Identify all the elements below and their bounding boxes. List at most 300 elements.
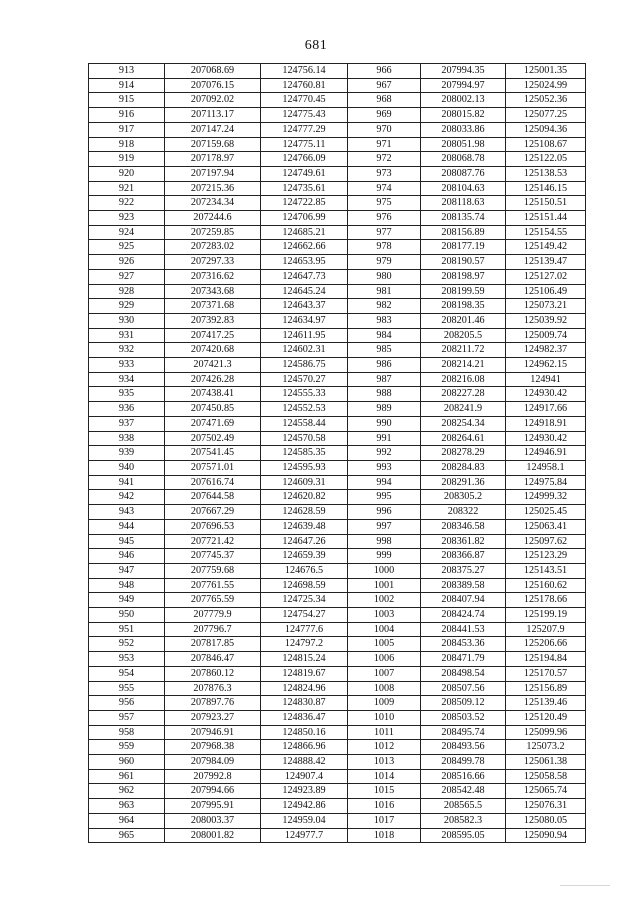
point-number-right-cell: 1004 bbox=[348, 622, 421, 637]
x-coordinate-left-cell: 207897.76 bbox=[165, 696, 261, 711]
table-row bbox=[89, 225, 586, 240]
x-coordinate-right-cell: 208033.86 bbox=[421, 122, 506, 137]
point-number-left-cell: 919 bbox=[89, 152, 165, 167]
y-coordinate-left-cell: 124628.59 bbox=[261, 505, 348, 520]
table-row bbox=[89, 358, 586, 373]
y-coordinate-left-cell: 124824.96 bbox=[261, 681, 348, 696]
y-coordinate-right-cell: 124982.37 bbox=[506, 343, 586, 358]
y-coordinate-right-cell: 125076.31 bbox=[506, 799, 586, 814]
x-coordinate-right-cell: 208068.78 bbox=[421, 152, 506, 167]
table-row bbox=[89, 652, 586, 667]
table-row bbox=[89, 181, 586, 196]
point-number-left-cell: 960 bbox=[89, 755, 165, 770]
x-coordinate-right-cell: 208002.13 bbox=[421, 93, 506, 108]
point-number-left-cell: 927 bbox=[89, 269, 165, 284]
point-number-right-cell: 1010 bbox=[348, 710, 421, 725]
y-coordinate-right-cell: 125199.19 bbox=[506, 608, 586, 623]
x-coordinate-right-cell: 208582.3 bbox=[421, 813, 506, 828]
table-row bbox=[89, 534, 586, 549]
x-coordinate-left-cell: 207759.68 bbox=[165, 563, 261, 578]
table-row bbox=[89, 313, 586, 328]
y-coordinate-left-cell: 124749.61 bbox=[261, 166, 348, 181]
x-coordinate-right-cell: 208214.21 bbox=[421, 358, 506, 373]
x-coordinate-left-cell: 207371.68 bbox=[165, 299, 261, 314]
y-coordinate-right-cell: 125178.66 bbox=[506, 593, 586, 608]
y-coordinate-right-cell: 125139.47 bbox=[506, 255, 586, 270]
x-coordinate-left-cell: 207992.8 bbox=[165, 769, 261, 784]
y-coordinate-left-cell: 124907.4 bbox=[261, 769, 348, 784]
point-number-right-cell: 988 bbox=[348, 387, 421, 402]
y-coordinate-left-cell: 124722.85 bbox=[261, 196, 348, 211]
y-coordinate-left-cell: 124645.24 bbox=[261, 284, 348, 299]
point-number-left-cell: 951 bbox=[89, 622, 165, 637]
point-number-left-cell: 945 bbox=[89, 534, 165, 549]
x-coordinate-left-cell: 207197.94 bbox=[165, 166, 261, 181]
x-coordinate-right-cell: 208227.28 bbox=[421, 387, 506, 402]
point-number-left-cell: 953 bbox=[89, 652, 165, 667]
y-coordinate-right-cell: 125149.42 bbox=[506, 240, 586, 255]
y-coordinate-right-cell: 125206.66 bbox=[506, 637, 586, 652]
page-number: 681 bbox=[304, 38, 328, 53]
x-coordinate-right-cell: 208366.87 bbox=[421, 549, 506, 564]
y-coordinate-right-cell: 125123.29 bbox=[506, 549, 586, 564]
point-number-left-cell: 928 bbox=[89, 284, 165, 299]
x-coordinate-left-cell: 207159.68 bbox=[165, 137, 261, 152]
table-row bbox=[89, 431, 586, 446]
point-number-left-cell: 926 bbox=[89, 255, 165, 270]
x-coordinate-right-cell: 208503.52 bbox=[421, 710, 506, 725]
y-coordinate-left-cell: 124647.73 bbox=[261, 269, 348, 284]
point-number-right-cell: 1012 bbox=[348, 740, 421, 755]
x-coordinate-right-cell: 208322 bbox=[421, 505, 506, 520]
table-row bbox=[89, 460, 586, 475]
x-coordinate-right-cell: 208177.19 bbox=[421, 240, 506, 255]
x-coordinate-right-cell: 208441.53 bbox=[421, 622, 506, 637]
x-coordinate-left-cell: 207113.17 bbox=[165, 108, 261, 123]
table-row bbox=[89, 328, 586, 343]
table-row bbox=[89, 622, 586, 637]
point-number-right-cell: 979 bbox=[348, 255, 421, 270]
point-number-left-cell: 913 bbox=[89, 64, 165, 79]
y-coordinate-left-cell: 124555.33 bbox=[261, 387, 348, 402]
y-coordinate-left-cell: 124760.81 bbox=[261, 78, 348, 93]
table-row bbox=[89, 813, 586, 828]
point-number-left-cell: 916 bbox=[89, 108, 165, 123]
table-row bbox=[89, 166, 586, 181]
point-number-right-cell: 978 bbox=[348, 240, 421, 255]
x-coordinate-left-cell: 207846.47 bbox=[165, 652, 261, 667]
x-coordinate-right-cell: 208495.74 bbox=[421, 725, 506, 740]
y-coordinate-left-cell: 124777.29 bbox=[261, 122, 348, 137]
y-coordinate-right-cell: 125170.57 bbox=[506, 666, 586, 681]
point-number-right-cell: 1008 bbox=[348, 681, 421, 696]
x-coordinate-left-cell: 207984.09 bbox=[165, 755, 261, 770]
y-coordinate-right-cell: 125090.94 bbox=[506, 828, 586, 843]
x-coordinate-left-cell: 207234.34 bbox=[165, 196, 261, 211]
y-coordinate-left-cell: 124685.21 bbox=[261, 225, 348, 240]
y-coordinate-right-cell: 125052.36 bbox=[506, 93, 586, 108]
point-number-right-cell: 1006 bbox=[348, 652, 421, 667]
y-coordinate-right-cell: 125108.67 bbox=[506, 137, 586, 152]
point-number-left-cell: 942 bbox=[89, 490, 165, 505]
y-coordinate-right-cell: 124930.42 bbox=[506, 387, 586, 402]
x-coordinate-left-cell: 207092.02 bbox=[165, 93, 261, 108]
point-number-right-cell: 1016 bbox=[348, 799, 421, 814]
point-number-right-cell: 967 bbox=[348, 78, 421, 93]
x-coordinate-left-cell: 207471.69 bbox=[165, 416, 261, 431]
table-row bbox=[89, 666, 586, 681]
y-coordinate-right-cell: 125009.74 bbox=[506, 328, 586, 343]
table-row bbox=[89, 637, 586, 652]
y-coordinate-right-cell: 124975.84 bbox=[506, 475, 586, 490]
table-row bbox=[89, 563, 586, 578]
x-coordinate-right-cell: 208278.29 bbox=[421, 446, 506, 461]
x-coordinate-right-cell: 208516.66 bbox=[421, 769, 506, 784]
point-number-right-cell: 994 bbox=[348, 475, 421, 490]
x-coordinate-left-cell: 207316.62 bbox=[165, 269, 261, 284]
x-coordinate-left-cell: 207502.49 bbox=[165, 431, 261, 446]
x-coordinate-left-cell: 207571.01 bbox=[165, 460, 261, 475]
y-coordinate-right-cell: 125058.58 bbox=[506, 769, 586, 784]
x-coordinate-left-cell: 207215.36 bbox=[165, 181, 261, 196]
y-coordinate-left-cell: 124830.87 bbox=[261, 696, 348, 711]
x-coordinate-right-cell: 208507.56 bbox=[421, 681, 506, 696]
x-coordinate-left-cell: 207994.66 bbox=[165, 784, 261, 799]
x-coordinate-left-cell: 208001.82 bbox=[165, 828, 261, 843]
x-coordinate-right-cell: 208424.74 bbox=[421, 608, 506, 623]
point-number-left-cell: 930 bbox=[89, 313, 165, 328]
point-number-right-cell: 980 bbox=[348, 269, 421, 284]
table-row bbox=[89, 343, 586, 358]
x-coordinate-right-cell: 208361.82 bbox=[421, 534, 506, 549]
x-coordinate-left-cell: 207817.85 bbox=[165, 637, 261, 652]
table-row bbox=[89, 696, 586, 711]
point-number-right-cell: 968 bbox=[348, 93, 421, 108]
y-coordinate-right-cell: 125077.25 bbox=[506, 108, 586, 123]
table-row bbox=[89, 490, 586, 505]
y-coordinate-left-cell: 124866.96 bbox=[261, 740, 348, 755]
x-coordinate-left-cell: 207876.3 bbox=[165, 681, 261, 696]
y-coordinate-right-cell: 125143.51 bbox=[506, 563, 586, 578]
y-coordinate-left-cell: 124643.37 bbox=[261, 299, 348, 314]
table-row bbox=[89, 769, 586, 784]
point-number-left-cell: 931 bbox=[89, 328, 165, 343]
x-coordinate-right-cell: 208211.72 bbox=[421, 343, 506, 358]
x-coordinate-left-cell: 207796.7 bbox=[165, 622, 261, 637]
point-number-right-cell: 997 bbox=[348, 519, 421, 534]
table-row bbox=[89, 740, 586, 755]
table-row bbox=[89, 196, 586, 211]
y-coordinate-right-cell: 125073.21 bbox=[506, 299, 586, 314]
y-coordinate-right-cell: 125094.36 bbox=[506, 122, 586, 137]
point-number-right-cell: 984 bbox=[348, 328, 421, 343]
x-coordinate-right-cell: 208542.48 bbox=[421, 784, 506, 799]
y-coordinate-left-cell: 124777.6 bbox=[261, 622, 348, 637]
point-number-left-cell: 923 bbox=[89, 211, 165, 226]
table-row bbox=[89, 93, 586, 108]
point-number-left-cell: 958 bbox=[89, 725, 165, 740]
x-coordinate-left-cell: 207417.25 bbox=[165, 328, 261, 343]
x-coordinate-right-cell: 208305.2 bbox=[421, 490, 506, 505]
y-coordinate-right-cell: 124946.91 bbox=[506, 446, 586, 461]
x-coordinate-right-cell: 208118.63 bbox=[421, 196, 506, 211]
x-coordinate-right-cell: 208216.08 bbox=[421, 372, 506, 387]
y-coordinate-right-cell: 125073.2 bbox=[506, 740, 586, 755]
point-number-left-cell: 929 bbox=[89, 299, 165, 314]
y-coordinate-left-cell: 124959.04 bbox=[261, 813, 348, 828]
x-coordinate-right-cell: 208156.89 bbox=[421, 225, 506, 240]
point-number-right-cell: 1000 bbox=[348, 563, 421, 578]
y-coordinate-right-cell: 125207.9 bbox=[506, 622, 586, 637]
x-coordinate-right-cell: 207994.35 bbox=[421, 64, 506, 79]
y-coordinate-right-cell: 125061.38 bbox=[506, 755, 586, 770]
point-number-left-cell: 954 bbox=[89, 666, 165, 681]
y-coordinate-right-cell: 124999.32 bbox=[506, 490, 586, 505]
x-coordinate-right-cell: 208241.9 bbox=[421, 402, 506, 417]
point-number-right-cell: 999 bbox=[348, 549, 421, 564]
y-coordinate-left-cell: 124662.66 bbox=[261, 240, 348, 255]
table-row bbox=[89, 402, 586, 417]
x-coordinate-left-cell: 207745.37 bbox=[165, 549, 261, 564]
point-number-left-cell: 943 bbox=[89, 505, 165, 520]
y-coordinate-left-cell: 124797.2 bbox=[261, 637, 348, 652]
point-number-left-cell: 933 bbox=[89, 358, 165, 373]
x-coordinate-left-cell: 207761.55 bbox=[165, 578, 261, 593]
point-number-left-cell: 963 bbox=[89, 799, 165, 814]
point-number-right-cell: 991 bbox=[348, 431, 421, 446]
x-coordinate-left-cell: 207438.41 bbox=[165, 387, 261, 402]
x-coordinate-right-cell: 207994.97 bbox=[421, 78, 506, 93]
y-coordinate-left-cell: 124819.67 bbox=[261, 666, 348, 681]
point-number-right-cell: 1018 bbox=[348, 828, 421, 843]
point-number-left-cell: 938 bbox=[89, 431, 165, 446]
point-number-left-cell: 941 bbox=[89, 475, 165, 490]
x-coordinate-left-cell: 207343.68 bbox=[165, 284, 261, 299]
x-coordinate-left-cell: 207147.24 bbox=[165, 122, 261, 137]
y-coordinate-right-cell: 124958.1 bbox=[506, 460, 586, 475]
point-number-left-cell: 917 bbox=[89, 122, 165, 137]
y-coordinate-left-cell: 124850.16 bbox=[261, 725, 348, 740]
table-row bbox=[89, 255, 586, 270]
point-number-right-cell: 977 bbox=[348, 225, 421, 240]
x-coordinate-left-cell: 207420.68 bbox=[165, 343, 261, 358]
point-number-right-cell: 981 bbox=[348, 284, 421, 299]
table-row bbox=[89, 64, 586, 79]
point-number-left-cell: 924 bbox=[89, 225, 165, 240]
point-number-right-cell: 995 bbox=[348, 490, 421, 505]
point-number-right-cell: 982 bbox=[348, 299, 421, 314]
y-coordinate-left-cell: 124977.7 bbox=[261, 828, 348, 843]
point-number-right-cell: 975 bbox=[348, 196, 421, 211]
table-row bbox=[89, 593, 586, 608]
y-coordinate-left-cell: 124609.31 bbox=[261, 475, 348, 490]
table-row bbox=[89, 784, 586, 799]
table-row bbox=[89, 725, 586, 740]
y-coordinate-right-cell: 125025.45 bbox=[506, 505, 586, 520]
point-number-right-cell: 1009 bbox=[348, 696, 421, 711]
x-coordinate-right-cell: 208493.56 bbox=[421, 740, 506, 755]
x-coordinate-right-cell: 208198.97 bbox=[421, 269, 506, 284]
table-row bbox=[89, 549, 586, 564]
point-number-left-cell: 965 bbox=[89, 828, 165, 843]
y-coordinate-left-cell: 124647.26 bbox=[261, 534, 348, 549]
table-row bbox=[89, 755, 586, 770]
y-coordinate-left-cell: 124923.89 bbox=[261, 784, 348, 799]
table-row bbox=[89, 681, 586, 696]
point-number-left-cell: 961 bbox=[89, 769, 165, 784]
x-coordinate-left-cell: 207068.69 bbox=[165, 64, 261, 79]
point-number-right-cell: 983 bbox=[348, 313, 421, 328]
x-coordinate-right-cell: 208509.12 bbox=[421, 696, 506, 711]
y-coordinate-left-cell: 124586.75 bbox=[261, 358, 348, 373]
y-coordinate-left-cell: 124634.97 bbox=[261, 313, 348, 328]
point-number-left-cell: 952 bbox=[89, 637, 165, 652]
x-coordinate-right-cell: 208254.34 bbox=[421, 416, 506, 431]
point-number-right-cell: 966 bbox=[348, 64, 421, 79]
point-number-right-cell: 971 bbox=[348, 137, 421, 152]
x-coordinate-right-cell: 208199.59 bbox=[421, 284, 506, 299]
y-coordinate-right-cell: 125139.46 bbox=[506, 696, 586, 711]
point-number-right-cell: 969 bbox=[348, 108, 421, 123]
point-number-left-cell: 934 bbox=[89, 372, 165, 387]
x-coordinate-right-cell: 208190.57 bbox=[421, 255, 506, 270]
point-number-left-cell: 922 bbox=[89, 196, 165, 211]
y-coordinate-left-cell: 124570.58 bbox=[261, 431, 348, 446]
x-coordinate-left-cell: 207426.28 bbox=[165, 372, 261, 387]
x-coordinate-right-cell: 208389.58 bbox=[421, 578, 506, 593]
x-coordinate-right-cell: 208198.35 bbox=[421, 299, 506, 314]
point-number-left-cell: 920 bbox=[89, 166, 165, 181]
y-coordinate-right-cell: 125063.41 bbox=[506, 519, 586, 534]
y-coordinate-right-cell: 125150.51 bbox=[506, 196, 586, 211]
x-coordinate-right-cell: 208471.79 bbox=[421, 652, 506, 667]
x-coordinate-left-cell: 207392.83 bbox=[165, 313, 261, 328]
y-coordinate-right-cell: 124962.15 bbox=[506, 358, 586, 373]
y-coordinate-left-cell: 124754.27 bbox=[261, 608, 348, 623]
y-coordinate-left-cell: 124676.5 bbox=[261, 563, 348, 578]
point-number-left-cell: 944 bbox=[89, 519, 165, 534]
point-number-left-cell: 947 bbox=[89, 563, 165, 578]
point-number-left-cell: 937 bbox=[89, 416, 165, 431]
x-coordinate-right-cell: 208201.46 bbox=[421, 313, 506, 328]
y-coordinate-right-cell: 125160.62 bbox=[506, 578, 586, 593]
table-row bbox=[89, 387, 586, 402]
y-coordinate-left-cell: 124735.61 bbox=[261, 181, 348, 196]
table-row bbox=[89, 799, 586, 814]
y-coordinate-left-cell: 124653.95 bbox=[261, 255, 348, 270]
y-coordinate-left-cell: 124698.59 bbox=[261, 578, 348, 593]
y-coordinate-right-cell: 125154.55 bbox=[506, 225, 586, 240]
y-coordinate-left-cell: 124836.47 bbox=[261, 710, 348, 725]
x-coordinate-left-cell: 207860.12 bbox=[165, 666, 261, 681]
x-coordinate-right-cell: 208284.83 bbox=[421, 460, 506, 475]
x-coordinate-left-cell: 207696.53 bbox=[165, 519, 261, 534]
point-number-right-cell: 1003 bbox=[348, 608, 421, 623]
y-coordinate-right-cell: 124917.66 bbox=[506, 402, 586, 417]
y-coordinate-right-cell: 125156.89 bbox=[506, 681, 586, 696]
scan-edge-mark bbox=[560, 885, 610, 886]
point-number-left-cell: 957 bbox=[89, 710, 165, 725]
table-row bbox=[89, 475, 586, 490]
x-coordinate-right-cell: 208104.63 bbox=[421, 181, 506, 196]
table-row bbox=[89, 505, 586, 520]
point-number-right-cell: 974 bbox=[348, 181, 421, 196]
y-coordinate-left-cell: 124611.95 bbox=[261, 328, 348, 343]
coordinates-table-body bbox=[89, 64, 586, 843]
table-row bbox=[89, 519, 586, 534]
y-coordinate-left-cell: 124775.11 bbox=[261, 137, 348, 152]
point-number-right-cell: 986 bbox=[348, 358, 421, 373]
point-number-right-cell: 998 bbox=[348, 534, 421, 549]
point-number-right-cell: 1011 bbox=[348, 725, 421, 740]
x-coordinate-left-cell: 207297.33 bbox=[165, 255, 261, 270]
y-coordinate-left-cell: 124766.09 bbox=[261, 152, 348, 167]
x-coordinate-left-cell: 207765.59 bbox=[165, 593, 261, 608]
x-coordinate-left-cell: 207968.38 bbox=[165, 740, 261, 755]
table-row bbox=[89, 240, 586, 255]
point-number-right-cell: 1005 bbox=[348, 637, 421, 652]
y-coordinate-left-cell: 124595.93 bbox=[261, 460, 348, 475]
y-coordinate-left-cell: 124602.31 bbox=[261, 343, 348, 358]
y-coordinate-left-cell: 124725.34 bbox=[261, 593, 348, 608]
table-row bbox=[89, 710, 586, 725]
x-coordinate-left-cell: 207667.29 bbox=[165, 505, 261, 520]
y-coordinate-left-cell: 124639.48 bbox=[261, 519, 348, 534]
y-coordinate-left-cell: 124706.99 bbox=[261, 211, 348, 226]
point-number-left-cell: 918 bbox=[89, 137, 165, 152]
x-coordinate-left-cell: 207923.27 bbox=[165, 710, 261, 725]
y-coordinate-right-cell: 125138.53 bbox=[506, 166, 586, 181]
x-coordinate-right-cell: 208407.94 bbox=[421, 593, 506, 608]
table-row bbox=[89, 122, 586, 137]
y-coordinate-left-cell: 124558.44 bbox=[261, 416, 348, 431]
point-number-left-cell: 915 bbox=[89, 93, 165, 108]
x-coordinate-left-cell: 207076.15 bbox=[165, 78, 261, 93]
x-coordinate-left-cell: 207259.85 bbox=[165, 225, 261, 240]
point-number-left-cell: 948 bbox=[89, 578, 165, 593]
table-row bbox=[89, 299, 586, 314]
x-coordinate-left-cell: 207644.58 bbox=[165, 490, 261, 505]
x-coordinate-right-cell: 208205.5 bbox=[421, 328, 506, 343]
point-number-right-cell: 1013 bbox=[348, 755, 421, 770]
y-coordinate-right-cell: 125127.02 bbox=[506, 269, 586, 284]
x-coordinate-right-cell: 208346.58 bbox=[421, 519, 506, 534]
point-number-left-cell: 940 bbox=[89, 460, 165, 475]
point-number-left-cell: 956 bbox=[89, 696, 165, 711]
point-number-left-cell: 959 bbox=[89, 740, 165, 755]
y-coordinate-right-cell: 125120.49 bbox=[506, 710, 586, 725]
point-number-right-cell: 1002 bbox=[348, 593, 421, 608]
point-number-right-cell: 985 bbox=[348, 343, 421, 358]
y-coordinate-left-cell: 124770.45 bbox=[261, 93, 348, 108]
y-coordinate-left-cell: 124942.86 bbox=[261, 799, 348, 814]
point-number-left-cell: 962 bbox=[89, 784, 165, 799]
point-number-left-cell: 914 bbox=[89, 78, 165, 93]
point-number-right-cell: 993 bbox=[348, 460, 421, 475]
point-number-left-cell: 935 bbox=[89, 387, 165, 402]
y-coordinate-right-cell: 125065.74 bbox=[506, 784, 586, 799]
point-number-left-cell: 949 bbox=[89, 593, 165, 608]
y-coordinate-right-cell: 125194.84 bbox=[506, 652, 586, 667]
y-coordinate-right-cell: 125106.49 bbox=[506, 284, 586, 299]
point-number-right-cell: 990 bbox=[348, 416, 421, 431]
y-coordinate-left-cell: 124570.27 bbox=[261, 372, 348, 387]
x-coordinate-left-cell: 207721.42 bbox=[165, 534, 261, 549]
point-number-right-cell: 976 bbox=[348, 211, 421, 226]
point-number-right-cell: 992 bbox=[348, 446, 421, 461]
x-coordinate-right-cell: 208499.78 bbox=[421, 755, 506, 770]
table-row bbox=[89, 152, 586, 167]
